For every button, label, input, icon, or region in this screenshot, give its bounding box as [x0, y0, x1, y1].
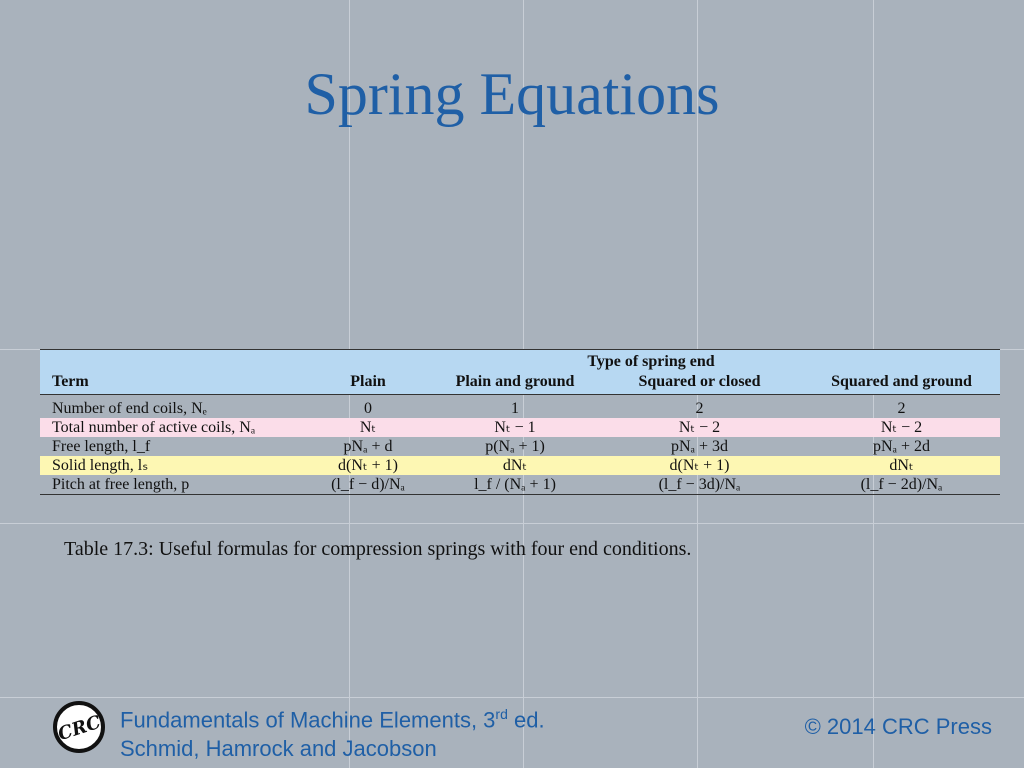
squared-closed-cell: 2: [695, 400, 704, 417]
table-row: [40, 418, 1000, 437]
table-row: [40, 475, 1000, 495]
squared-ground-cell: dNₜ: [889, 457, 914, 474]
plain-cell: 0: [364, 400, 372, 417]
squared-ground-cell: Nₜ − 2: [880, 419, 923, 436]
group-header-row: [40, 350, 1000, 373]
crc-logo-icon: [52, 700, 106, 754]
plain-ground-cell: 1: [511, 400, 519, 417]
squared-ground-cell: (l_f − 2d)/Nₐ: [803, 475, 1000, 495]
plain-ground-cell: p(Nₐ + 1): [485, 438, 545, 455]
table-row: [40, 395, 1000, 419]
edition-superscript: rd: [495, 706, 508, 722]
edition-suffix: ed.: [507, 707, 545, 733]
authors: Schmid, Hamrock and Jacobson: [120, 736, 437, 762]
book-title-line: [120, 700, 545, 734]
book-citation: [120, 700, 545, 763]
table-caption: Table 17.3: Useful formulas for compression springs with four end conditions.: [64, 538, 692, 560]
header-squared-closed: Squared or closed: [596, 372, 803, 395]
term-cell: Solid length, lₛ: [52, 457, 149, 474]
copyright: © 2014 CRC Press: [804, 714, 992, 739]
squared-closed-cell: d(Nₜ + 1): [669, 457, 730, 474]
squared-closed-cell: (l_f − 3d)/Nₐ: [596, 475, 803, 495]
spring-equations-table: [40, 349, 1000, 495]
table-row: [40, 437, 1000, 456]
plain-ground-cell: dNₜ: [502, 457, 528, 474]
header-plain-ground: Plain and ground: [434, 372, 596, 395]
slide-title: Spring Equations: [304, 61, 720, 127]
plain-cell: (l_f − d)/Nₐ: [302, 475, 434, 495]
header-plain: Plain: [302, 372, 434, 395]
term-cell: Pitch at free length, p: [40, 475, 302, 495]
squared-closed-cell: pNₐ + 3d: [671, 438, 728, 455]
plain-cell: Nₜ: [359, 419, 377, 436]
squared-ground-cell: pNₐ + 2d: [873, 438, 930, 455]
book-title: Fundamentals of Machine Elements, 3: [120, 707, 496, 733]
squared-ground-cell: 2: [897, 400, 906, 417]
plain-cell: pNₐ + d: [343, 438, 393, 455]
header-squared-ground: Squared and ground: [803, 372, 1000, 395]
term-cell: Number of end coils, Nₑ: [52, 400, 207, 417]
column-header-row: [40, 372, 1000, 395]
squared-closed-cell: Nₜ − 2: [678, 419, 721, 436]
plain-ground-cell: l_f / (Nₐ + 1): [434, 475, 596, 495]
logo-text: CRC: [55, 711, 104, 746]
term-cell: Free length, l_f: [52, 438, 151, 455]
table-row: [40, 456, 1000, 475]
term-cell: Total number of active coils, Nₐ: [52, 419, 256, 436]
group-header: Type of spring end: [302, 350, 1000, 373]
header-term: Term: [40, 372, 302, 395]
grid-line: [0, 523, 1024, 524]
grid-line: [0, 697, 1024, 698]
plain-cell: d(Nₜ + 1): [338, 457, 398, 474]
plain-ground-cell: Nₜ − 1: [494, 419, 536, 436]
